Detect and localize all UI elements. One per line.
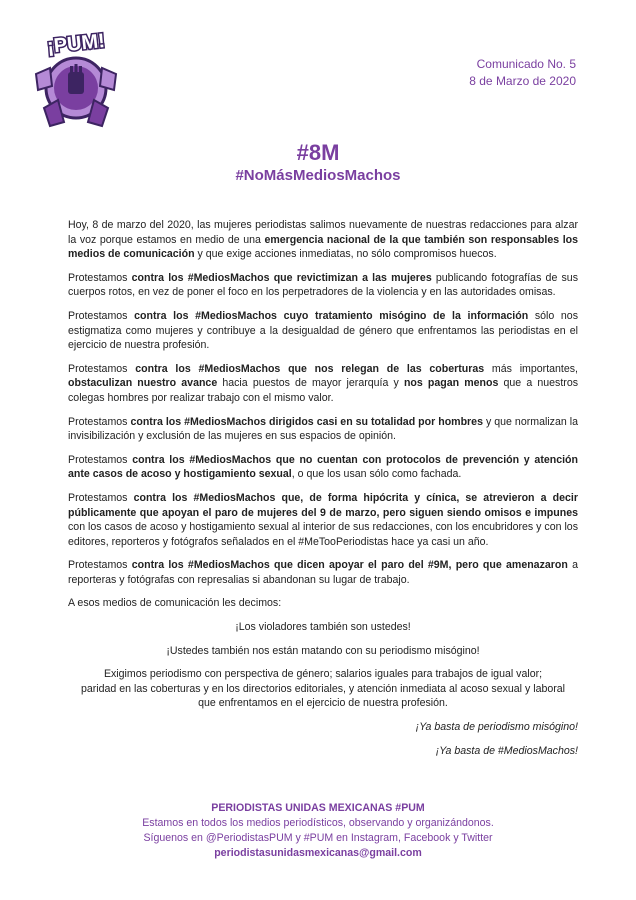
paragraph-6: Protestamos contra los #MediosMachos que no cuentan con protocolos de prevención y atención ante casos de acoso y hostigamiento sexual, o que los usan sólo como fachada. [68,453,578,481]
footer-line-2: Síguenos en @PeriodistasPUM y #PUM en Instagram, Facebook y Twitter [143,832,493,844]
footer-email[interactable]: periodistasunidasmexicanas@gmail.com [214,847,422,859]
footer-line-1: Estamos en todos los medios periodísticos, observando y organizándonos. [142,817,494,829]
paragraph-2: Protestamos contra los #MediosMachos que revictimizan a las mujeres publicando fotografías de sus cuerpos rotos, en vez de poner el foco en los perpetradores de la violencia y en las autoridades omisas. [68,271,578,299]
paragraph-5: Protestamos contra los #MediosMachos dirigidos casi en su totalidad por hombres y que normalizan la invisibilización y exclusión de las mujeres en sus espacios de opinión. [68,415,578,443]
paragraph-7: Protestamos contra los #MediosMachos que, de forma hipócrita y cínica, se atrevieron a decir públicamente que apoyan el paro de mujeres del 9 de marzo, pero siguen siendo omisos e impunes con los casos de acoso y hostigamiento sexual al interior de sus redacciones, con los encubridores y con los editores, reporteros y fotógrafos señalados en el #MeTooPeriodistas hace ya casi un año. [68,491,578,548]
pum-logo [30,30,122,130]
paragraph-4: Protestamos contra los #MediosMachos que nos relegan de las coberturas más importantes, obstaculizan nuestro avance hacia puestos de mayor jerarquía y nos pagan menos que a nuestros colegas hombres por realizar trabajo con el mismo valor. [68,362,579,404]
comunicado-number: Comunicado No. 5 [476,57,576,71]
logo-text: ¡PUM! [46,30,106,58]
chant-2: ¡Ustedes también nos están matando con su periodismo misógino! [166,644,480,657]
page-title: #8M [296,140,340,165]
footer [0,801,636,861]
footer-org: PERIODISTAS UNIDAS MEXICANAS #PUM [211,802,425,814]
paragraph-9: A esos medios de comunicación les decimos: [68,597,282,610]
statement-body [68,218,578,767]
chant-1: ¡Los violadores también son ustedes! [235,621,411,634]
paragraph-8: Protestamos contra los #MediosMachos que dicen apoyar el paro del #9M, pero que amenazaron a reporteras y fotógrafas con represalias si abandonan su lugar de trabajo. [68,559,578,586]
header-block [469,56,576,90]
paragraph-1: Hoy, 8 de marzo del 2020, las mujeres periodistas salimos nuevamente de nuestras redacciones para alzar la voz porque estamos en medio de una emergencia nacional de la que también son responsables los medios de comunicación y que exige acciones inmediatas, no sólo compromisos huecos. [68,219,578,261]
paragraph-3: Protestamos contra los #MediosMachos cuyo tratamiento misógino de la información sólo nos estigmatiza como mujeres y contribuye a la desigualdad de género que enfrentamos las periodistas en el ejercicio de nuestra profesión. [68,309,578,352]
demands: Exigimos periodismo con perspectiva de género; salarios iguales para trabajos de igual valor; paridad en las coberturas y en los directorios editoriales, y atención inmediata al acoso sexual y laboral que enfrentamos en el ejercicio de nuestra profesión. [80,668,566,710]
comunicado-date: 8 de Marzo de 2020 [469,74,576,88]
closing-1: ¡Ya basta de periodismo misógino! [415,721,578,734]
closing-2: ¡Ya basta de #MediosMachos! [435,744,578,757]
page-subtitle: #NoMásMediosMachos [235,167,401,184]
